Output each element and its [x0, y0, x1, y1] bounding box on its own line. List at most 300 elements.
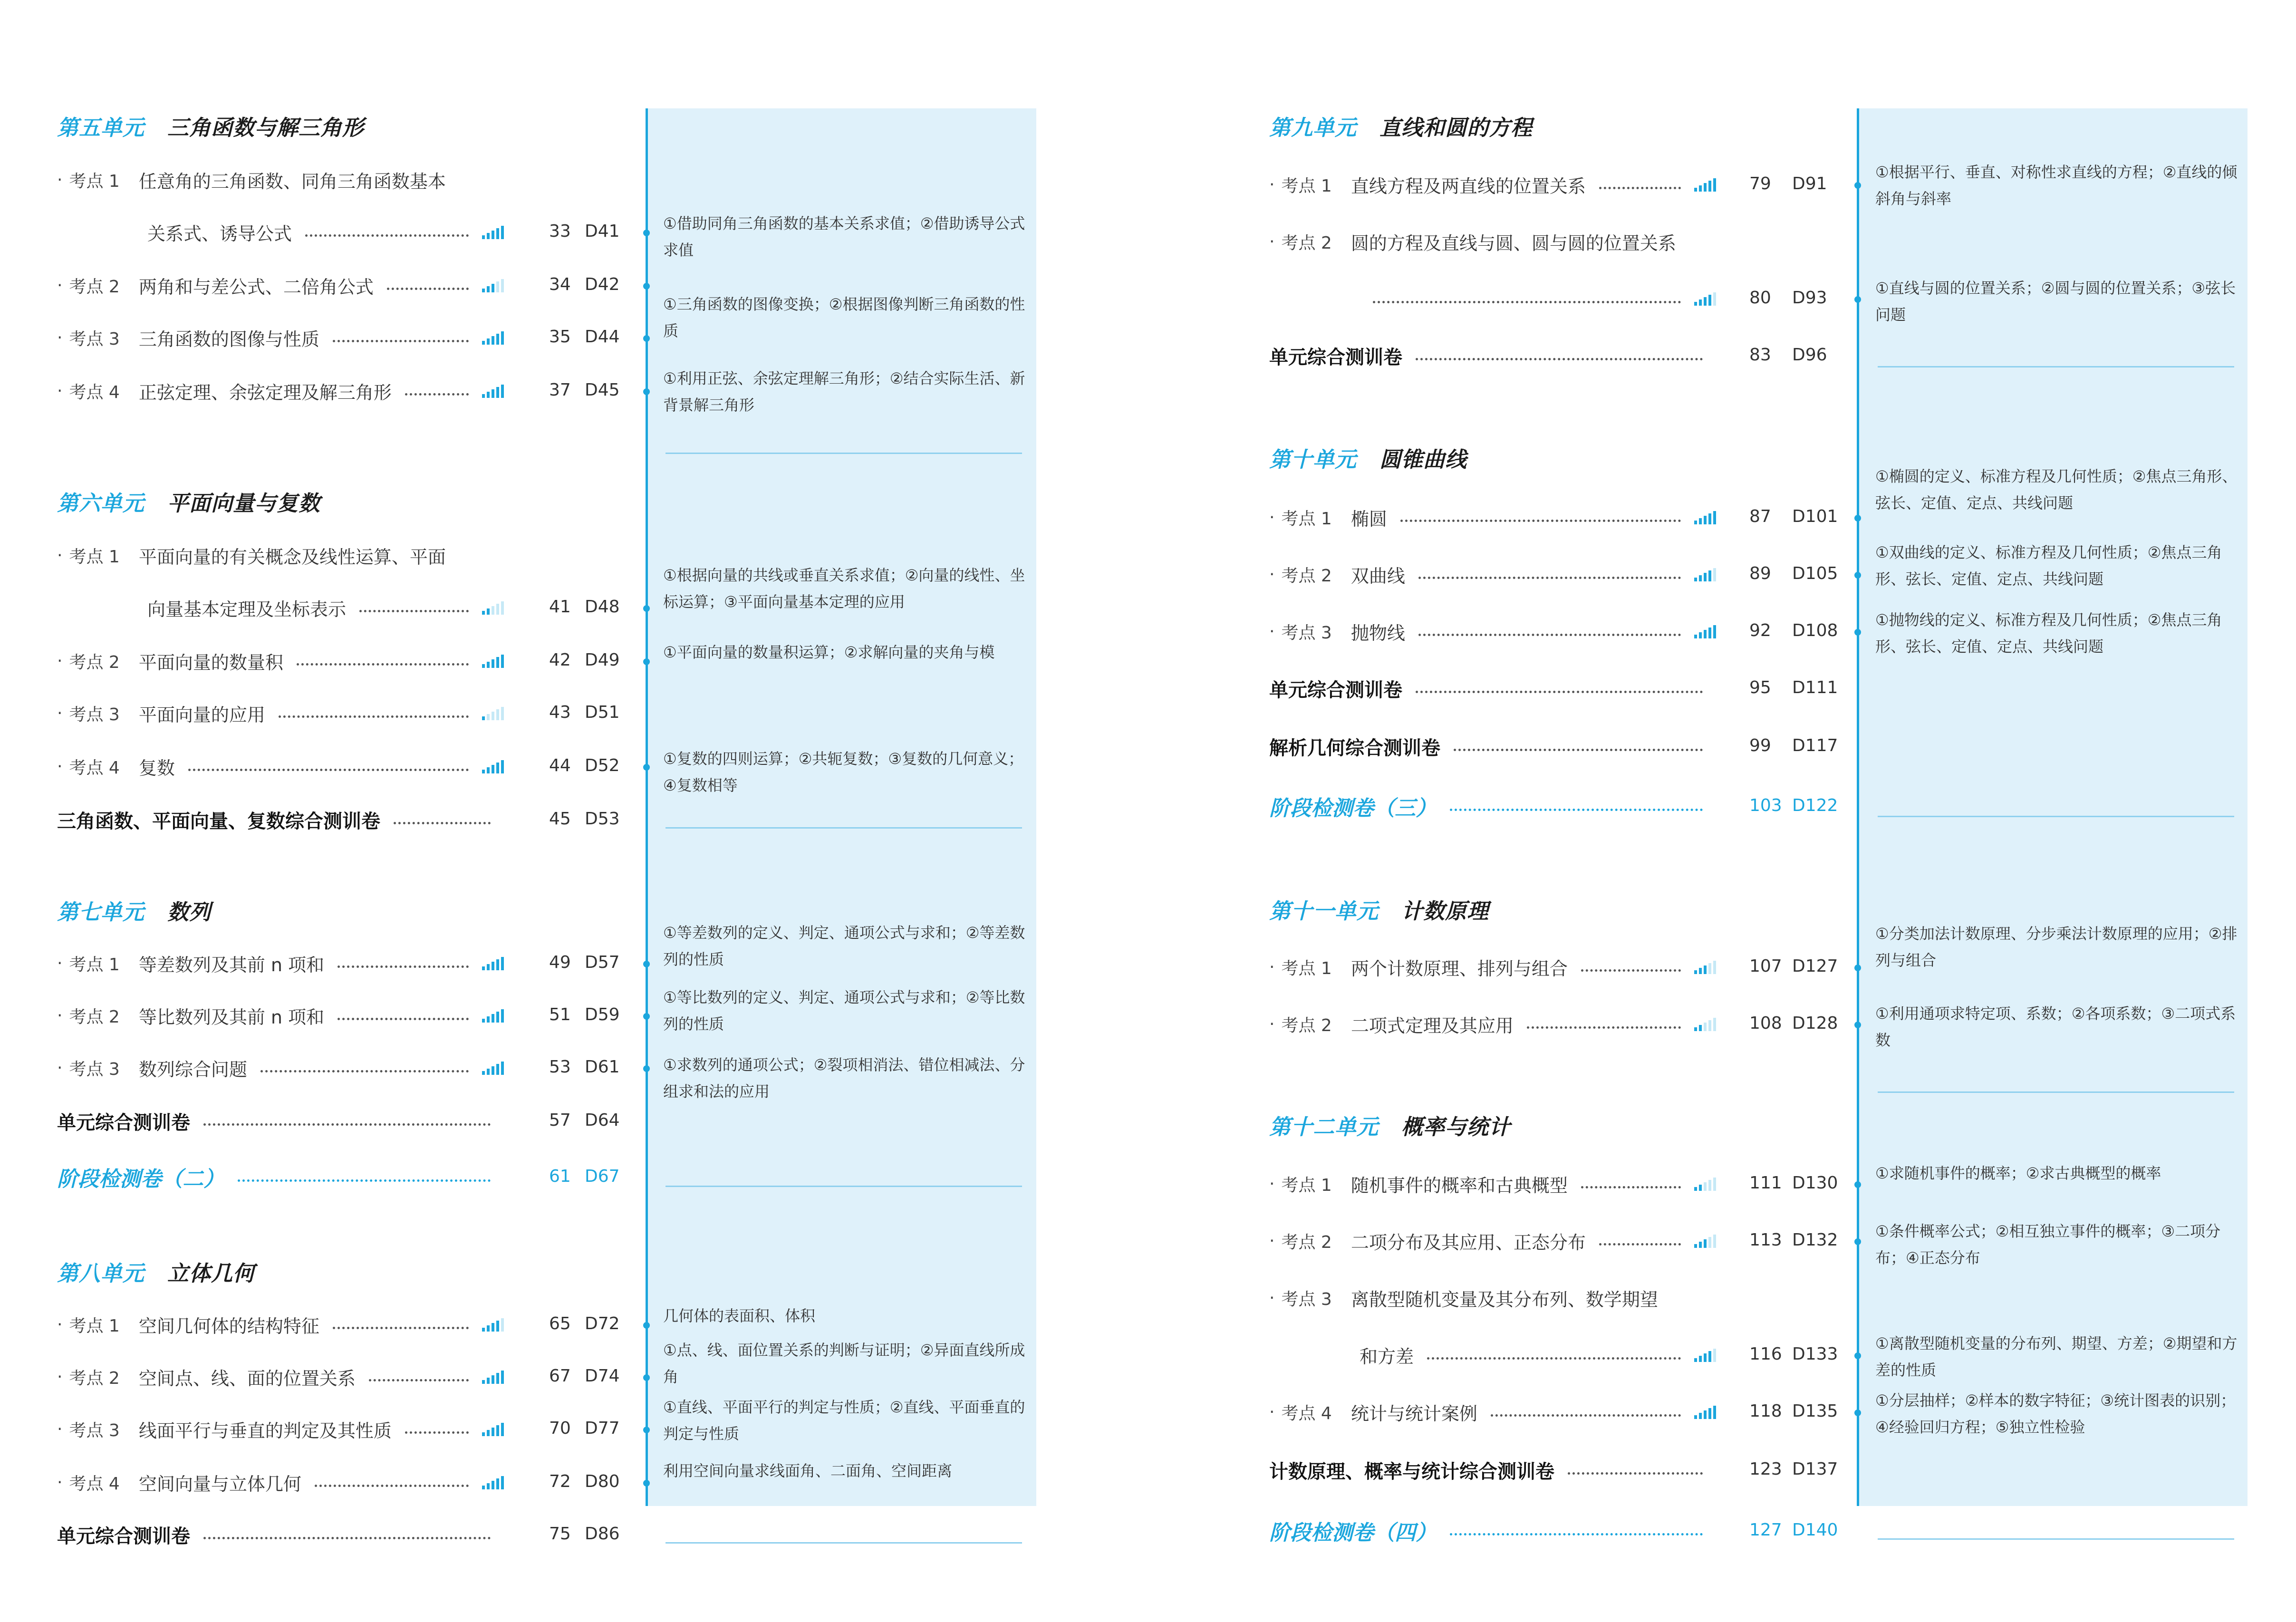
- entry-title: 等比数列及其前 n 项和: [138, 1006, 325, 1028]
- difficulty-signal-icon: [482, 956, 504, 970]
- timeline-marker-icon: [1854, 572, 1861, 579]
- bullet-icon: ·: [1269, 1231, 1275, 1251]
- entry-title: 直线方程及两直线的位置关系: [1351, 175, 1586, 197]
- key-point-description: ①求数列的通项公式；②裂项相消法、错位相减法、分组求和法的应用: [663, 1056, 1025, 1101]
- leader-dots: [305, 234, 469, 237]
- page-number: 113: [1749, 1230, 1782, 1250]
- leader-dots: [1491, 1414, 1681, 1417]
- difficulty-signal-icon: [482, 1008, 504, 1023]
- timeline-marker-icon: [1854, 296, 1861, 303]
- page-number: 99: [1749, 736, 1771, 755]
- answer-page-number: D53: [585, 809, 620, 829]
- leader-dots: [279, 715, 469, 718]
- timeline-marker-icon: [643, 1374, 650, 1381]
- toc-entry[interactable]: [147, 218, 504, 246]
- bullet-icon: ·: [57, 1058, 63, 1078]
- entry-title: 平面向量的有关概念及线性运算、平面: [138, 546, 446, 568]
- toc-entry[interactable]: [57, 377, 504, 405]
- entry-title: 抛物线: [1351, 622, 1405, 644]
- bullet-icon: ·: [57, 275, 63, 295]
- page-number: 95: [1749, 678, 1771, 697]
- key-point-description: ①根据向量的共线或垂直关系求值；②向量的线性、坐标运算；③平面向量基本定理的应用: [663, 566, 1025, 611]
- answer-page-number: D61: [585, 1057, 620, 1077]
- toc-entry[interactable]: [147, 593, 504, 622]
- toc-entry[interactable]: [1269, 617, 1716, 646]
- key-point-description: ①分类加法计数原理、分步乘法计数原理的应用；②排列与组合: [1875, 925, 2238, 969]
- bullet-icon: ·: [1269, 507, 1275, 527]
- key-point-description: 利用空间向量求线面角、二面角、空间距离: [663, 1462, 953, 1480]
- page-number: 111: [1749, 1173, 1782, 1193]
- test-paper-title: 计数原理、概率与统计综合测训卷: [1269, 1460, 1554, 1483]
- toc-entry[interactable]: [57, 1163, 504, 1191]
- leader-dots: [238, 1179, 491, 1182]
- panel-separator: [1878, 816, 2234, 817]
- timeline-marker-icon: [643, 283, 650, 290]
- leader-dots: [359, 610, 469, 612]
- toc-entry[interactable]: [1269, 1010, 1716, 1038]
- difficulty-signal-icon: [1694, 291, 1716, 306]
- toc-entry[interactable]: [1269, 953, 1716, 981]
- answer-page-number: D140: [1792, 1520, 1838, 1540]
- leader-dots: [203, 1123, 491, 1126]
- entry-title: 离散型随机变量及其分布列、数学期望: [1351, 1289, 1658, 1310]
- leader-dots: [1450, 809, 1703, 811]
- timeline-marker-icon: [643, 1322, 650, 1329]
- toc-entry[interactable]: [57, 805, 504, 834]
- timeline-marker-icon: [643, 605, 650, 612]
- toc-entry[interactable]: [1360, 284, 1716, 313]
- answer-page-number: D57: [585, 953, 620, 972]
- kaodian-label: 考点 1: [69, 955, 120, 975]
- timeline-marker-icon: [1854, 1022, 1861, 1028]
- answer-page-number: D133: [1792, 1344, 1838, 1364]
- timeline-marker-icon: [1854, 1352, 1861, 1359]
- timeline-marker-icon: [643, 230, 650, 236]
- difficulty-signal-icon: [482, 1422, 504, 1436]
- toc-entry[interactable]: [1269, 1516, 1716, 1545]
- entry-title-continued: 向量基本定理及坐标表示: [147, 599, 347, 620]
- answer-page-number: D74: [585, 1366, 620, 1386]
- key-point-description: ①直线、平面平行的判定与性质；②直线、平面垂直的判定与性质: [663, 1398, 1025, 1443]
- left-timeline-line: [646, 108, 648, 1506]
- unit-number: 第九单元: [1269, 115, 1357, 140]
- page-number: 65: [549, 1314, 571, 1333]
- page-number: 51: [549, 1005, 571, 1024]
- test-paper-title: 解析几何综合测训卷: [1269, 737, 1440, 759]
- answer-page-number: D52: [585, 756, 620, 775]
- difficulty-signal-icon: [482, 759, 504, 773]
- page-number: 87: [1749, 507, 1771, 526]
- entry-title: 二项式定理及其应用: [1351, 1015, 1514, 1036]
- bullet-icon: ·: [57, 1314, 63, 1334]
- leader-dots: [405, 1431, 469, 1434]
- entry-title: 空间几何体的结构特征: [138, 1315, 319, 1337]
- timeline-marker-icon: [643, 658, 650, 665]
- kaodian-label: 考点 1: [69, 547, 120, 567]
- leader-dots: [405, 393, 469, 396]
- panel-separator: [666, 827, 1022, 829]
- kaodian-label: 考点 1: [69, 1316, 120, 1336]
- key-point-description: ①点、线、面位置关系的判断与证明；②异面直线所成角: [663, 1341, 1025, 1386]
- unit-number: 第五单元: [57, 115, 145, 140]
- leader-dots: [188, 769, 469, 771]
- leader-dots: [1416, 358, 1703, 360]
- key-point-description: ①等差数列的定义、判定、通项公式与求和；②等差数列的性质: [663, 924, 1025, 968]
- key-point-description: ①条件概率公式；②相互独立事件的概率；③二项分布；④正态分布: [1875, 1222, 2221, 1267]
- toc-entry[interactable]: [1269, 1226, 1716, 1255]
- page-number: 33: [549, 222, 571, 241]
- answer-page-number: D80: [585, 1472, 620, 1491]
- difficulty-signal-icon: [1694, 510, 1716, 524]
- unit-heading: [1269, 110, 1533, 141]
- answer-page-number: D51: [585, 703, 620, 722]
- entry-title: 椭圆: [1351, 508, 1387, 530]
- page-number: 118: [1749, 1401, 1782, 1421]
- leader-dots: [1373, 301, 1681, 303]
- entry-title: 复数: [138, 757, 175, 779]
- page-number: 72: [549, 1472, 571, 1491]
- answer-page-number: D93: [1792, 288, 1827, 308]
- page-number: 107: [1749, 956, 1782, 976]
- unit-title: 数列: [167, 899, 212, 925]
- bullet-icon: ·: [1269, 232, 1275, 251]
- answer-page-number: D48: [585, 597, 620, 617]
- page-number: 53: [549, 1057, 571, 1077]
- page-number: 103: [1749, 796, 1782, 815]
- answer-page-number: D132: [1792, 1230, 1838, 1250]
- kaodian-label: 考点 2: [69, 1368, 120, 1388]
- timeline-marker-icon: [643, 764, 650, 771]
- page-number: 35: [549, 327, 571, 347]
- leader-dots: [1581, 969, 1681, 972]
- key-point-description: ①分层抽样；②样本的数字特征；③统计图表的识别；④经验回归方程；⑤独立性检验: [1875, 1391, 2236, 1436]
- toc-entry[interactable]: [1360, 1341, 1716, 1369]
- timeline-marker-icon: [643, 1013, 650, 1020]
- difficulty-signal-icon: [482, 225, 504, 239]
- entry-title: 数列综合问题: [138, 1059, 247, 1080]
- kaodian-label: 考点 2: [1281, 233, 1332, 253]
- page-number: 92: [1749, 621, 1771, 640]
- toc-entry[interactable]: [57, 949, 504, 977]
- kaodian-label: 考点 3: [69, 1059, 120, 1079]
- difficulty-signal-icon: [482, 1317, 504, 1332]
- toc-entry[interactable]: [57, 165, 446, 194]
- key-point-description: ①双曲线的定义、标准方程及几何性质；②焦点三角形、弦长、定值、定点、共线问题: [1875, 543, 2222, 588]
- answer-page-number: D108: [1792, 621, 1838, 640]
- toc-entry[interactable]: [1269, 1169, 1716, 1198]
- entry-title: 两角和与差公式、二倍角公式: [138, 276, 374, 298]
- kaodian-label: 考点 4: [69, 758, 120, 778]
- kaodian-label: 考点 3: [69, 1420, 120, 1440]
- difficulty-signal-icon: [1694, 567, 1716, 581]
- entry-title: 双曲线: [1351, 565, 1405, 587]
- unit-heading: [1269, 894, 1489, 925]
- kaodian-label: 考点 3: [69, 329, 120, 349]
- key-point-description: ①抛物线的定义、标准方程及几何性质；②焦点三角形、弦长、定值、定点、共线问题: [1875, 611, 2222, 656]
- answer-page-number: D42: [585, 275, 620, 294]
- key-point-description: ①平面向量的数量积运算；②求解向量的夹角与模: [663, 643, 995, 661]
- difficulty-signal-icon: [482, 1370, 504, 1384]
- key-point-description: ①利用正弦、余弦定理解三角形；②结合实际生活、新背景解三角形: [663, 369, 1025, 414]
- difficulty-signal-icon: [1694, 1177, 1716, 1191]
- timeline-marker-icon: [643, 1427, 650, 1433]
- timeline-marker-icon: [643, 1480, 650, 1487]
- panel-separator: [1878, 1538, 2234, 1540]
- difficulty-signal-icon: [1694, 177, 1716, 192]
- leader-dots: [1599, 1243, 1681, 1245]
- bullet-icon: ·: [57, 381, 63, 401]
- entry-title: 统计与统计案例: [1351, 1403, 1477, 1424]
- bullet-icon: ·: [57, 170, 63, 190]
- page-number: 42: [549, 650, 571, 670]
- bullet-icon: ·: [1269, 564, 1275, 584]
- answer-page-number: D117: [1792, 736, 1838, 755]
- kaodian-label: 考点 4: [69, 1474, 120, 1494]
- entry-title: 等差数列及其前 n 项和: [138, 954, 325, 975]
- unit-heading: [57, 1256, 255, 1287]
- difficulty-signal-icon: [482, 278, 504, 292]
- toc-entry[interactable]: [57, 271, 504, 299]
- kaodian-label: 考点 2: [69, 277, 120, 297]
- page-number: 80: [1749, 288, 1771, 308]
- difficulty-signal-icon: [1694, 1405, 1716, 1419]
- leader-dots: [387, 288, 469, 290]
- bullet-icon: ·: [57, 1367, 63, 1387]
- toc-entry[interactable]: [1269, 170, 1716, 199]
- bullet-icon: ·: [1269, 957, 1275, 977]
- entry-title: 随机事件的概率和古典概型: [1351, 1175, 1568, 1196]
- toc-entry[interactable]: [1269, 674, 1716, 703]
- leader-dots: [297, 663, 469, 666]
- toc-entry[interactable]: [57, 1001, 504, 1030]
- leader-dots: [1568, 1472, 1703, 1475]
- entry-title: 三角函数的图像与性质: [138, 328, 319, 350]
- toc-entry[interactable]: [1269, 503, 1716, 531]
- bullet-icon: ·: [57, 328, 63, 348]
- bullet-icon: ·: [1269, 1288, 1275, 1308]
- toc-entry[interactable]: [57, 323, 504, 352]
- page-number: 34: [549, 275, 571, 294]
- panel-separator: [1878, 1091, 2234, 1093]
- kaodian-label: 考点 1: [1281, 1175, 1332, 1195]
- answer-page-number: D49: [585, 650, 620, 670]
- page-number: 67: [549, 1366, 571, 1386]
- key-point-description: ①等比数列的定义、判定、通项公式与求和；②等比数列的性质: [663, 988, 1025, 1033]
- leader-dots: [338, 1018, 469, 1020]
- entry-title: 空间向量与立体几何: [138, 1473, 301, 1495]
- timeline-marker-icon: [1854, 629, 1861, 636]
- difficulty-signal-icon: [482, 600, 504, 615]
- unit-number: 第六单元: [57, 491, 145, 516]
- unit-heading: [57, 486, 320, 517]
- toc-entry[interactable]: [1269, 1398, 1716, 1426]
- difficulty-signal-icon: [482, 706, 504, 720]
- answer-page-number: D67: [585, 1167, 620, 1186]
- toc-entry[interactable]: [1269, 227, 1676, 256]
- leader-dots: [1581, 1186, 1681, 1188]
- leader-dots: [1418, 634, 1681, 636]
- test-paper-title: 单元综合测训卷: [57, 1111, 190, 1134]
- unit-heading: [1269, 442, 1467, 473]
- unit-title: 圆锥曲线: [1380, 447, 1467, 472]
- difficulty-signal-icon: [482, 654, 504, 668]
- leader-dots: [1450, 1533, 1703, 1535]
- leader-dots: [1416, 691, 1703, 693]
- panel-separator: [666, 1542, 1022, 1544]
- page-number: 61: [549, 1167, 571, 1186]
- unit-heading: [1269, 1110, 1511, 1140]
- toc-entry[interactable]: [57, 1053, 504, 1082]
- bullet-icon: ·: [57, 651, 63, 671]
- bullet-icon: ·: [1269, 621, 1275, 641]
- page-number: 75: [549, 1524, 571, 1544]
- bullet-icon: ·: [57, 1419, 63, 1439]
- panel-separator: [1878, 366, 2234, 367]
- leader-dots: [338, 965, 469, 968]
- page-number: 43: [549, 703, 571, 722]
- leader-dots: [1599, 187, 1681, 189]
- bullet-icon: ·: [1269, 1174, 1275, 1194]
- leader-dots: [1527, 1026, 1681, 1029]
- entry-title: 任意角的三角函数、同角三角函数基本: [138, 171, 446, 192]
- toc-entry[interactable]: [57, 541, 446, 570]
- entry-title: 圆的方程及直线与圆、圆与圆的位置关系: [1351, 232, 1676, 254]
- unit-title: 概率与统计: [1401, 1114, 1511, 1139]
- timeline-marker-icon: [643, 1065, 650, 1072]
- leader-dots: [203, 1537, 491, 1539]
- unit-number: 第十二单元: [1269, 1114, 1379, 1139]
- key-point-description: ①借助同角三角函数的基本关系求值；②借助诱导公式求值: [663, 214, 1025, 259]
- stage-test-title: 阶段检测卷（二）: [57, 1167, 224, 1191]
- panel-separator: [666, 453, 1022, 454]
- answer-page-number: D44: [585, 327, 620, 347]
- kaodian-label: 考点 2: [69, 1007, 120, 1027]
- page-number: 79: [1749, 174, 1771, 193]
- entry-title-continued: 关系式、诱导公式: [147, 223, 292, 244]
- test-paper-title: 单元综合测训卷: [57, 1525, 190, 1547]
- difficulty-signal-icon: [1694, 960, 1716, 974]
- toc-entry[interactable]: [57, 1107, 504, 1135]
- key-point-description: ①利用通项求特定项、系数；②各项系数；③二项式系数: [1875, 1004, 2236, 1049]
- key-point-description: 几何体的表面积、体积: [663, 1307, 816, 1325]
- toc-entry[interactable]: [57, 1362, 504, 1391]
- leader-dots: [333, 340, 469, 342]
- page-number: 45: [549, 809, 571, 829]
- bullet-icon: ·: [57, 756, 63, 776]
- toc-entry[interactable]: [57, 1520, 504, 1549]
- leader-dots: [1418, 577, 1681, 579]
- panel-separator: [666, 1186, 1022, 1187]
- key-point-description: ①根据平行、垂直、对称性求直线的方程；②直线的倾斜角与斜率: [1875, 163, 2238, 208]
- answer-page-number: D122: [1792, 796, 1838, 815]
- toc-entry[interactable]: [57, 1468, 504, 1496]
- toc-entry[interactable]: [1269, 560, 1716, 589]
- answer-page-number: D130: [1792, 1173, 1838, 1193]
- timeline-marker-icon: [1854, 1181, 1861, 1188]
- key-point-description: ①复数的四则运算；②共轭复数；③复数的几何意义；④复数相等: [663, 750, 1024, 794]
- kaodian-label: 考点 1: [69, 171, 120, 191]
- leader-dots: [315, 1485, 469, 1487]
- kaodian-label: 考点 4: [69, 382, 120, 402]
- kaodian-label: 考点 4: [1281, 1403, 1332, 1423]
- leader-dots: [333, 1327, 469, 1329]
- entry-title: 空间点、线、面的位置关系: [138, 1368, 356, 1389]
- answer-page-number: D137: [1792, 1459, 1838, 1479]
- entry-title: 平面向量的应用: [138, 704, 265, 725]
- timeline-marker-icon: [643, 961, 650, 967]
- answer-page-number: D128: [1792, 1014, 1838, 1033]
- bullet-icon: ·: [57, 1005, 63, 1025]
- answer-page-number: D45: [585, 380, 620, 400]
- answer-page-number: D91: [1792, 174, 1827, 193]
- answer-page-number: D77: [585, 1419, 620, 1438]
- toc-entry[interactable]: [1269, 1284, 1658, 1312]
- timeline-marker-icon: [643, 388, 650, 395]
- toc-entry[interactable]: [57, 1310, 504, 1339]
- test-paper-title: 三角函数、平面向量、复数综合测训卷: [57, 810, 380, 832]
- page-number: 70: [549, 1419, 571, 1438]
- test-paper-title: 单元综合测训卷: [1269, 346, 1402, 368]
- page-number: 44: [549, 756, 571, 775]
- answer-page-number: D96: [1792, 345, 1827, 365]
- difficulty-signal-icon: [482, 1061, 504, 1075]
- kaodian-label: 考点 1: [1281, 958, 1332, 978]
- leader-dots: [394, 822, 491, 824]
- kaodian-label: 考点 2: [1281, 1015, 1332, 1035]
- entry-title: 两个计数原理、排列与组合: [1351, 958, 1568, 979]
- answer-page-number: D64: [585, 1110, 620, 1130]
- bullet-icon: ·: [1269, 1014, 1275, 1034]
- stage-test-title: 阶段检测卷（三）: [1269, 796, 1437, 821]
- difficulty-signal-icon: [1694, 1348, 1716, 1362]
- kaodian-label: 考点 3: [1281, 1289, 1332, 1309]
- toc-entry[interactable]: [1269, 1456, 1716, 1484]
- toc-entry[interactable]: [57, 1415, 504, 1443]
- answer-page-number: D101: [1792, 507, 1838, 526]
- unit-title: 直线和圆的方程: [1380, 115, 1533, 140]
- unit-number: 第七单元: [57, 899, 145, 925]
- entry-title: 正弦定理、余弦定理及解三角形: [138, 382, 392, 403]
- unit-heading: [57, 110, 364, 141]
- answer-page-number: D105: [1792, 564, 1838, 583]
- toc-entry[interactable]: [1269, 341, 1716, 370]
- difficulty-signal-icon: [1694, 1234, 1716, 1248]
- toc-entry[interactable]: [1269, 792, 1716, 821]
- leader-dots: [369, 1379, 469, 1381]
- unit-title: 三角函数与解三角形: [167, 115, 365, 140]
- toc-entry[interactable]: [57, 752, 504, 781]
- timeline-marker-icon: [1854, 515, 1861, 521]
- key-point-description: ①离散型随机变量的分布列、期望、方差；②期望和方差的性质: [1875, 1334, 2238, 1379]
- toc-entry[interactable]: [57, 699, 504, 727]
- timeline-marker-icon: [1854, 182, 1861, 189]
- bullet-icon: ·: [57, 1472, 63, 1492]
- toc-entry[interactable]: [57, 647, 504, 675]
- unit-title: 平面向量与复数: [167, 491, 321, 516]
- difficulty-signal-icon: [1694, 1017, 1716, 1031]
- answer-page-number: D127: [1792, 956, 1838, 976]
- kaodian-label: 考点 3: [1281, 623, 1332, 643]
- page-number: 127: [1749, 1520, 1782, 1540]
- timeline-marker-icon: [643, 335, 650, 342]
- toc-entry[interactable]: [1269, 732, 1716, 761]
- difficulty-signal-icon: [1694, 624, 1716, 638]
- kaodian-label: 考点 2: [1281, 1232, 1332, 1252]
- answer-page-number: D59: [585, 1005, 620, 1024]
- stage-test-title: 阶段检测卷（四）: [1269, 1521, 1437, 1545]
- page-number: 49: [549, 953, 571, 972]
- bullet-icon: ·: [57, 703, 63, 723]
